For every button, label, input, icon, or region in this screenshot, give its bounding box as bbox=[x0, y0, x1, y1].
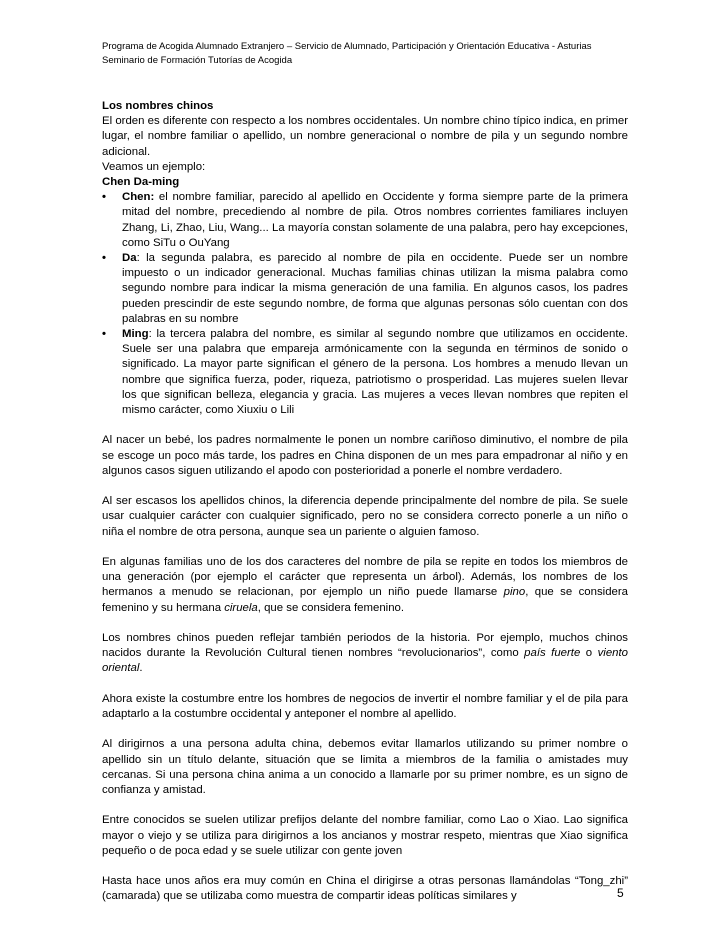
paragraph-business: Ahora existe la costumbre entre los hombres de negocios de invertir el nombre familiar y el de pila para adaptarlo a la costumbre occidental y anteponer el nombre al apellido. bbox=[102, 692, 628, 721]
list-item-term: Da bbox=[122, 252, 137, 265]
list-item-text: el nombre familiar, parecido al apellido en Occidente y forma siempre parte de la primera mitad del nombre, precediendo al nombre de pila. Otros nombres corrientes familiares incluyen Zhang, Li, Zhao, Liu, Wang... La mayoría constan solamente de una palabra, pero hay excepciones, como SiTu o OuYang bbox=[122, 191, 628, 249]
header-line-program: Programa de Acogida Alumnado Extranjero – Servicio de Alumnado, Participación y Orientación Educativa - Asturias bbox=[102, 41, 592, 52]
italic-term: viento oriental bbox=[102, 647, 628, 675]
document-body bbox=[102, 99, 628, 905]
list-item-ming bbox=[102, 327, 628, 418]
list-item-chen bbox=[102, 190, 628, 251]
paragraph-comrade: Hasta hace unos años era muy común en China el dirigirse a otras personas llamándolas “Tong_zhi” (camarada) que se utilizaba como muestra de compartir ideas políticas similares y bbox=[102, 875, 628, 903]
italic-term: pino bbox=[503, 586, 526, 599]
italic-term: ciruela bbox=[224, 601, 258, 614]
bullet-icon: • bbox=[102, 191, 106, 204]
bullet-icon: • bbox=[102, 328, 106, 341]
header-line-seminar: Seminario de Formación Tutorías de Acogida bbox=[102, 55, 293, 66]
list-item-term: Chen: bbox=[122, 191, 155, 204]
page-header bbox=[102, 40, 592, 68]
italic-term: país fuerte bbox=[524, 647, 581, 660]
intro-paragraph: El orden es diferente con respecto a los nombres occidentales. Un nombre chino típico indica, en primer lugar, el nombre familiar o apellido, un nombre generacional o nombre de pila y un segundo nombre adicional. bbox=[102, 115, 628, 158]
paragraph-generation: En algunas familias uno de los dos caracteres del nombre de pila se repite en todos los miembros de una generación (por ejemplo el carácter que representa un árbol). Además, los nombres de los hermanos a menudo se relacionan, por ejemplo un niño puede llamarse pino, que se considera femenino y su hermana ciruela, que se considera femenino. bbox=[102, 556, 628, 614]
paragraph-surnames: Al ser escasos los apellidos chinos, la diferencia depende principalmente del nombre de pila. Se suele usar cualquier carácter con cualquier significado, pero no se considera correcto ponerle a un niño o niña el nombre de otra persona, aunque sea un pariente o alguien famoso. bbox=[102, 495, 628, 538]
name-parts-list bbox=[102, 190, 628, 418]
paragraph-nickname: Al nacer un bebé, los padres normalmente le ponen un nombre cariñoso diminutivo, el nombre de pila se escoge un poco más tarde, los padres en China disponen de un mes para empadronar al niño y en algunos casos siguen utilizando el apodo con posterioridad a ponerle el nombre verdadero. bbox=[102, 434, 628, 477]
section-title: Los nombres chinos bbox=[102, 100, 214, 112]
bullet-icon: • bbox=[102, 252, 106, 265]
list-item-da bbox=[102, 251, 628, 327]
list-item-term: Ming bbox=[122, 328, 149, 341]
example-intro: Veamos un ejemplo: bbox=[102, 160, 206, 173]
page-number: 5 bbox=[617, 886, 624, 900]
list-item-text: : la segunda palabra, es parecido al nombre de pila en occidente. Puede ser un nombre impuesto o un indicador generacional. Muchas familias chinas utilizan la misma palabra como segundo nombre para indicar la misma generación de una familia. En algunos casos, los padres pueden prescindir de este segundo nombre, de forma que algunas personas sólo cuentan con dos palabras en su nombre bbox=[122, 252, 628, 325]
paragraph-history: Los nombres chinos pueden reflejar también periodos de la historia. Por ejemplo, muchos chinos nacidos durante la Revolución Cultural tienen nombres “revolucionarios”, como país fuerte o viento oriental. bbox=[102, 632, 628, 675]
list-item-text: : la tercera palabra del nombre, es similar al segundo nombre que utilizamos en occidente. Suele ser una palabra que empareja armónicamente con la segunda en términos de sonido o significado. La mayor parte significan el género de la persona. Los hombres a menudo llevan un nombre que significa fuerza, poder, riqueza, patriotismo o prosperidad. Las mujeres suelen llevar los que significan belleza, elegancia y gracia. Las mujeres a veces llevan nombres que repiten el mismo carácter, como Xiuxiu o Lili bbox=[122, 328, 628, 417]
example-name: Chen Da-ming bbox=[102, 176, 180, 189]
paragraph-addressing: Al dirigirnos a una persona adulta china, debemos evitar llamarlos utilizando su primer nombre o apellido sin un título delante, situación que se limita a miembros de la familia o amistades muy cercanas. Si una persona china anima a un conocido a llamarle por su primer nombre, es un signo de confianza y amistad. bbox=[102, 738, 628, 797]
paragraph-prefixes: Entre conocidos se suelen utilizar prefijos delante del nombre familiar, como Lao o Xiao. Lao significa mayor o viejo y se utiliza para dirigirnos a los ancianos y mostrar respeto, mientras que Xiao significa pequeño o de poca edad y se suele utilizar con gente joven bbox=[102, 814, 628, 857]
